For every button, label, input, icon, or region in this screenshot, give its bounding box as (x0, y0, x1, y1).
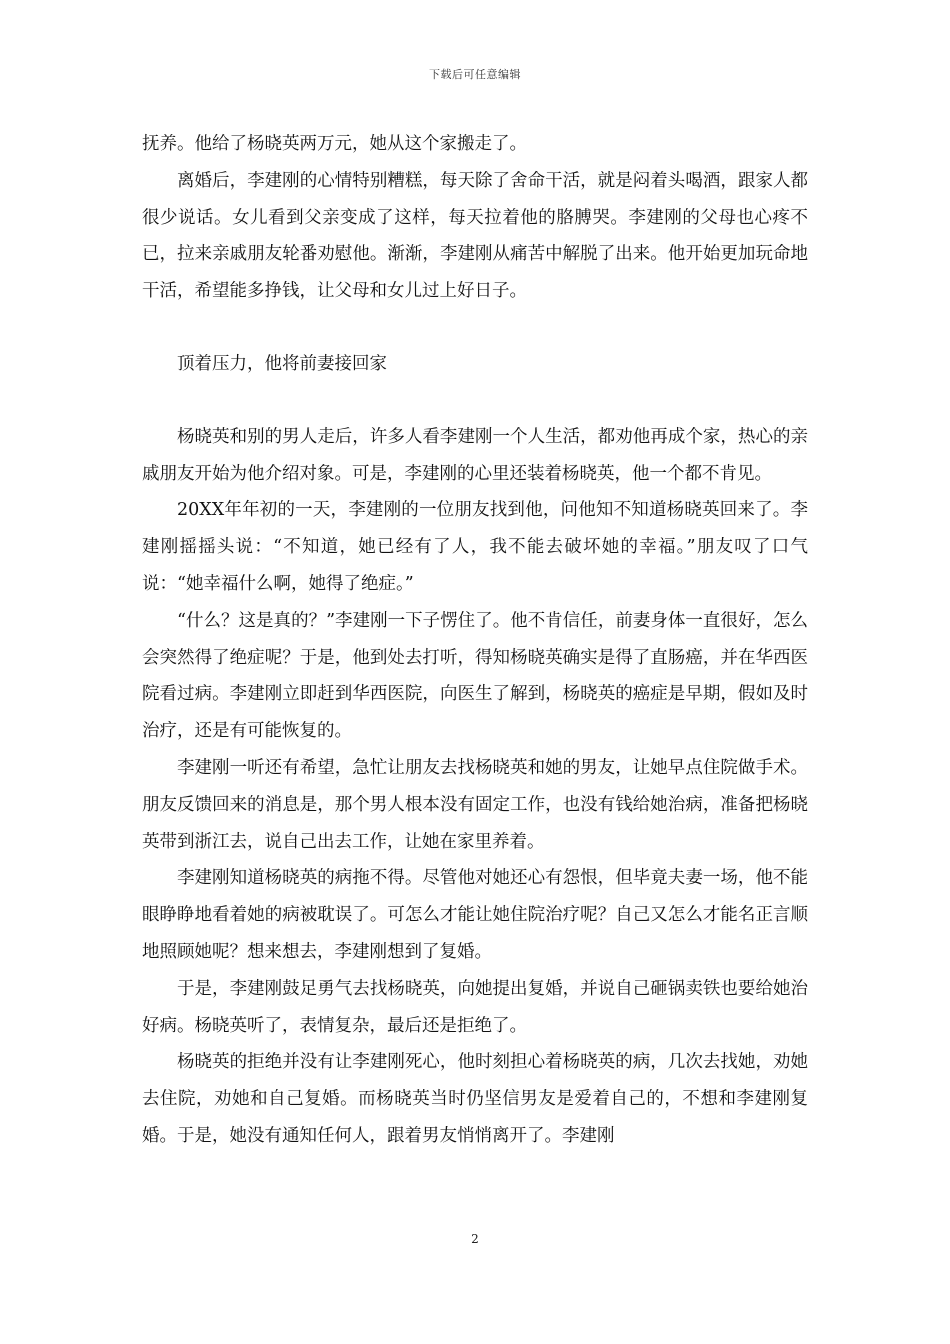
page-number: 2 (471, 1232, 479, 1246)
paragraph: 杨晓英和别的男人走后，许多人看李建刚一个人生活，都劝他再成个家，热心的亲戚朋友开始为他介绍对象。可是，李建刚的心里还装着杨晓英，他一个都不肯见。 (142, 426, 808, 484)
document-body (142, 126, 808, 1155)
paragraph-continuation: 抚养。他给了杨晓英两万元，她从这个家搬走了。 (142, 134, 527, 154)
paragraph: 李建刚一听还有希望，急忙让朋友去找杨晓英和她的男友，让她早点住院做手术。朋友反馈回来的消息是，那个男人根本没有固定工作，也没有钱给她治病，准备把杨晓英带到浙江去，说自己出去工作，让她在家里养着。 (142, 757, 808, 852)
paragraph: “什么？这是真的？”李建刚一下子愣住了。他不肯信任，前妻身体一直很好，怎么会突然得了绝症呢？于是，他到处去打听，得知杨晓英确实是得了直肠癌，并在华西医院看过病。李建刚立即赶到华西医院，向医生了解到，杨晓英的癌症是早期，假如及时治疗，还是有可能恢复的。 (142, 610, 808, 742)
page-header: 下载后可任意编辑 (429, 68, 521, 81)
section-heading: 顶着压力，他将前妻接回家 (177, 353, 387, 374)
paragraph: 离婚后，李建刚的心情特别糟糕，每天除了舍命干活，就是闷着头喝酒，跟家人都很少说话。女儿看到父亲变成了这样，每天拉着他的胳膊哭。李建刚的父母也心疼不已，拉来亲戚朋友轮番劝慰他。渐渐，李建刚从痛苦中解脱了出来。他开始更加玩命地干活，希望能多挣钱，让父母和女儿过上好日子。 (142, 170, 808, 302)
paragraph: 20XX年年初的一天，李建刚的一位朋友找到他，问他知不知道杨晓英回来了。李建刚摇摇头说：“不知道，她已经有了人，我不能去破坏她的幸福。”朋友叹了口气说：“她幸福什么啊，她得了绝症。” (142, 500, 808, 594)
paragraph: 李建刚知道杨晓英的病拖不得。尽管他对她还心有怨恨，但毕竟夫妻一场，他不能眼睁睁地看着她的病被耽误了。可怎么才能让她住院治疗呢？自己又怎么才能名正言顺地照顾她呢？想来想去，李建刚想到了复婚。 (142, 868, 808, 962)
paragraph: 杨晓英的拒绝并没有让李建刚死心，他时刻担心着杨晓英的病，几次去找她，劝她去住院，劝她和自己复婚。而杨晓英当时仍坚信男友是爱着自己的，不想和李建刚复婚。于是，她没有通知任何人，跟着男友悄悄离开了。李建刚 (142, 1052, 808, 1146)
paragraph: 于是，李建刚鼓足勇气去找杨晓英，向她提出复婚，并说自己砸锅卖铁也要给她治好病。杨晓英听了，表情复杂，最后还是拒绝了。 (142, 978, 808, 1036)
